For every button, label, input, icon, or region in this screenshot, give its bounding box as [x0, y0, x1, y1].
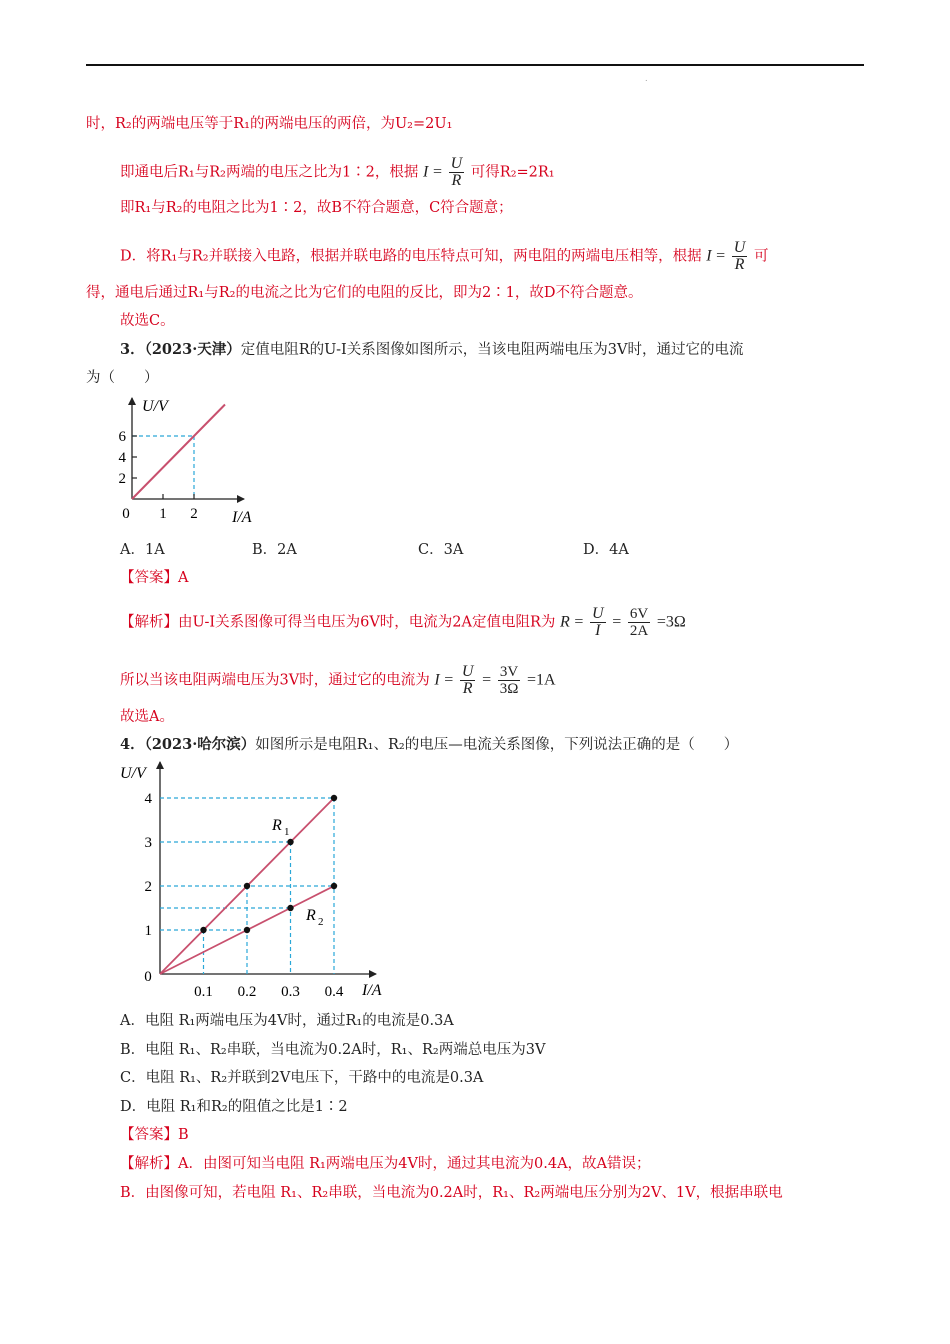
- q3-f2-i: I: [434, 671, 440, 689]
- q4-analysis-2: B．由图像可知，若电阻 R₁、R₂串联，当电流为0.2A时，R₁、R₂两端电压分别为2V、1V，根据串联电: [120, 1185, 783, 1201]
- q3-f2-den2: 3Ω: [499, 681, 519, 697]
- prev-line-4a: D．将R₁与R₂并联接入电路，根据并联电路的电压特点可知，两电阻的两端电压相等，根据: [120, 248, 702, 265]
- q4-y-label: U/V: [120, 765, 146, 782]
- q3-f1-result: =3Ω: [656, 613, 686, 631]
- q4-origin-label: 0: [144, 969, 152, 985]
- q4-r2-subscript: 2: [318, 916, 324, 928]
- q4-y-tick-label-3: 3: [144, 835, 152, 851]
- q3-analysis-text-1: 由U-I关系图像可得当电压为6V时，电流为2A定值电阻R为: [178, 614, 556, 631]
- q4-answer: 【答案】B: [120, 1127, 189, 1143]
- formula2-num: U: [733, 239, 746, 256]
- prev-line-5: 得，通电后通过R₁与R₂的电流之比为它们的电阻的反比，即为2∶1，故D不符合题意。: [86, 285, 643, 301]
- formula-num: U: [450, 155, 463, 172]
- prev-line-6: 故选C。: [120, 313, 175, 329]
- header-dot: .: [645, 74, 648, 83]
- q3-f2-num1: U: [461, 663, 474, 680]
- q3-origin-label: 0: [122, 506, 130, 522]
- q3-f2-frac1: [460, 664, 476, 697]
- q4-ui-chart: [112, 758, 392, 1003]
- q3-analysis-2: [120, 664, 556, 697]
- q3-f2-eq2: =: [482, 671, 492, 689]
- formula2-eq: =: [716, 247, 726, 265]
- q4-r1-label: R: [272, 817, 282, 834]
- prev-line-1: 时，R₂的两端电压等于R₁的两端电压的两倍，为U₂=2U₁: [86, 116, 453, 132]
- prev-line-3: 即R₁与R₂的电阻之比为1∶2，故B不符合题意，C符合题意；: [120, 200, 513, 216]
- prev-line-4: [120, 240, 768, 273]
- q4-analysis-1: 【解析】A．由图可知当电阻 R₁两端电压为4V时，通过其电流为0.4A，故A错误；: [120, 1156, 651, 1172]
- q3-x-tick-label-2: 2: [190, 506, 198, 522]
- q3-y-tick-label-2: 2: [118, 471, 126, 487]
- q3-f1-den2: 2A: [629, 623, 649, 639]
- q4-x-label: I/A: [362, 982, 382, 999]
- q4-r1-subscript: 1: [284, 826, 290, 838]
- q4-x-tick-label-0.2: 0.2: [237, 984, 257, 1000]
- q3-f2-eq: =: [444, 671, 454, 689]
- q3-f2-den1: R: [462, 680, 473, 697]
- q3-f2-frac2: [498, 664, 521, 697]
- formula-den: R: [451, 172, 462, 189]
- q3-analysis-label: 【解析】: [120, 614, 178, 631]
- q3-answer: 【答案】A: [120, 570, 189, 586]
- q3-f1-num1: U: [592, 605, 604, 622]
- q4-point-R1-2: [244, 883, 250, 889]
- q3-source: （2023·天津）: [144, 341, 241, 358]
- q4-y-tick-label-4: 4: [144, 791, 152, 807]
- q4-text: 如图所示是电阻R₁、R₂的电压—电流关系图像，下列说法正确的是（ ）: [255, 737, 739, 753]
- q3-f1-frac2: [628, 606, 650, 639]
- formula2-den: R: [734, 256, 745, 273]
- q3-y-tick-label-6: 6: [118, 429, 126, 445]
- q4-point-R2-2: [287, 905, 293, 911]
- q4-point-R1-1: [200, 927, 206, 933]
- prev-line-2: [120, 156, 555, 189]
- q4-option-c[interactable]: C．电阻 R₁、R₂并联到2V电压下，干路中的电流是0.3A: [120, 1070, 484, 1086]
- q4-y-tick-label-1: 1: [144, 923, 152, 939]
- q3-option-c[interactable]: C．3A: [418, 542, 464, 558]
- q3-f2-num2: 3V: [498, 664, 521, 681]
- q3-analysis-1: [120, 606, 686, 639]
- q4-x-tick-label-0.4: 0.4: [324, 984, 344, 1000]
- q3-x-tick-label-1: 1: [159, 506, 167, 522]
- q3-heading: [120, 340, 743, 360]
- q3-series-line-0: [132, 405, 225, 500]
- q3-f2-result: =1A: [526, 671, 556, 689]
- q3-f1-eq: =: [574, 613, 584, 631]
- q3-y-tick-label-4: 4: [118, 450, 126, 466]
- q4-option-d[interactable]: D．电阻 R₁和R₂的阻值之比是1∶2: [120, 1099, 348, 1115]
- q4-number: 4．: [120, 736, 145, 753]
- q3-analysis-text-2: 所以当该电阻两端电压为3V时，通过它的电流为: [120, 672, 430, 689]
- q4-x-tick-label-0.3: 0.3: [281, 984, 300, 1000]
- q3-option-b[interactable]: B．2A: [252, 542, 297, 558]
- q3-f1-den1: I: [595, 622, 601, 639]
- prev-line-4b: 可: [753, 248, 769, 265]
- q4-x-tick-label-0.1: 0.1: [194, 984, 213, 1000]
- q4-point-R2-3: [331, 883, 337, 889]
- q3-f1-num2: 6V: [629, 606, 649, 622]
- q3-x-label: I/A: [232, 509, 252, 526]
- q4-point-R1-3: [287, 839, 293, 845]
- q3-number: 3．: [120, 341, 145, 358]
- q3-text-1: 定值电阻R的U-I关系图像如图所示，当该电阻两端电压为3V时，通过它的电流: [240, 342, 744, 358]
- q3-f1-eq2: =: [612, 613, 622, 631]
- formula2-fraction: [732, 240, 748, 273]
- formula2-i: I: [706, 247, 712, 265]
- q3-conclusion: 故选A。: [120, 709, 174, 725]
- q3-y-label: U/V: [142, 398, 168, 415]
- q4-point-R1-4: [331, 795, 337, 801]
- formula-eq: =: [432, 163, 442, 181]
- q4-point-R2-1: [244, 927, 250, 933]
- formula-i: I: [423, 163, 429, 181]
- formula-fraction: [449, 156, 465, 189]
- prev-line-2a: 即通电后R₁与R₂两端的电压之比为1∶2，根据: [120, 164, 419, 181]
- q3-option-d[interactable]: D．4A: [583, 542, 629, 558]
- q4-heading: [120, 735, 738, 755]
- q4-option-b[interactable]: B．电阻 R₁、R₂串联，当电流为0.2A时，R₁、R₂两端总电压为3V: [120, 1042, 546, 1058]
- q3-ui-chart: [112, 394, 282, 534]
- q3-option-a[interactable]: A．1A: [120, 542, 165, 558]
- header-rule: [86, 64, 864, 66]
- prev-line-2b: 可得R₂=2R₁: [470, 164, 555, 181]
- q4-r2-label: R: [306, 907, 316, 924]
- q3-f1-frac1: [590, 606, 606, 639]
- q4-source: （2023·哈尔滨）: [144, 736, 256, 753]
- q4-y-tick-label-2: 2: [144, 879, 152, 895]
- q3-text-2: 为（ ）: [86, 370, 159, 386]
- q4-option-a[interactable]: A．电阻 R₁两端电压为4V时，通过R₁的电流是0.3A: [120, 1013, 454, 1029]
- q3-f1-r: R: [560, 613, 570, 631]
